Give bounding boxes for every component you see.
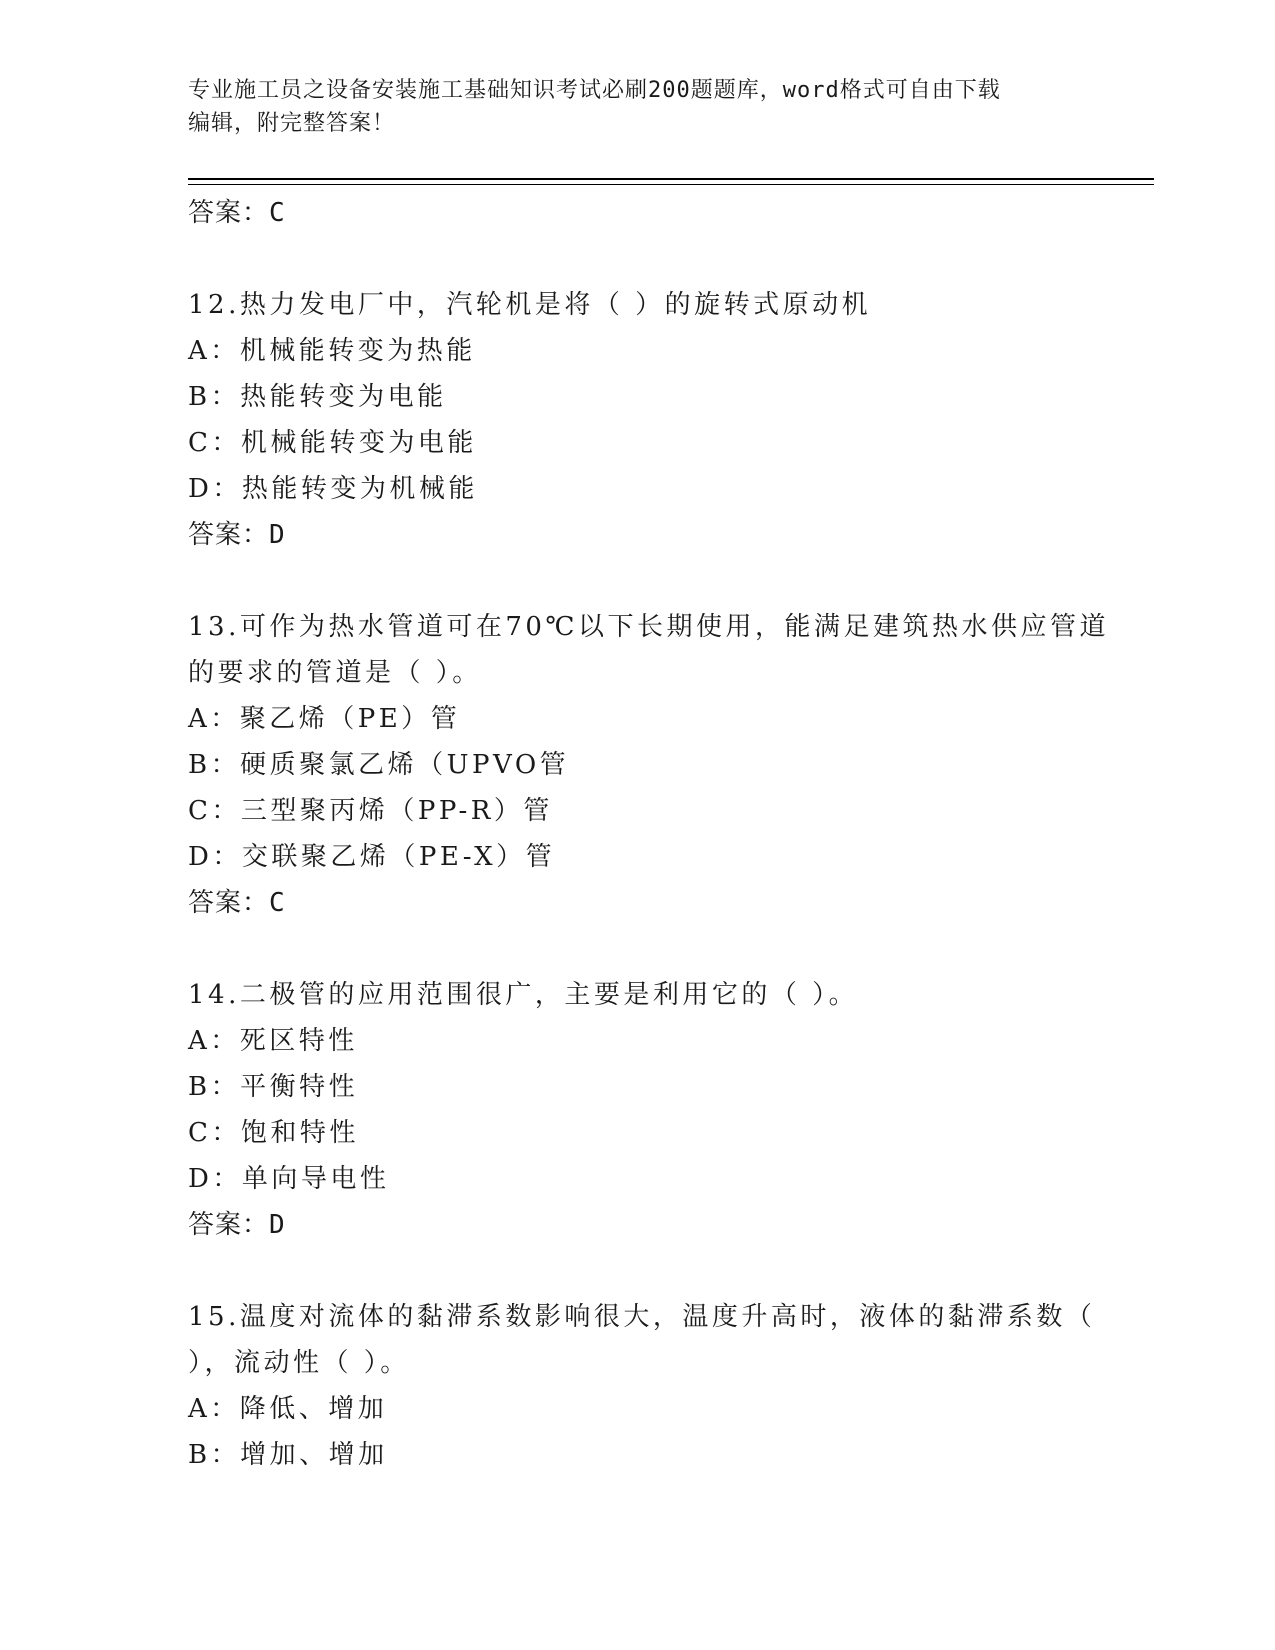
- header-divider-thin: [188, 184, 1154, 185]
- question-block: [188, 282, 1088, 558]
- question-block: [188, 604, 1110, 926]
- spacer: [188, 1248, 1088, 1294]
- question-text-continued: 的要求的管道是（ ）。: [188, 658, 482, 688]
- option-d: D：交联聚乙烯（PE-X）管: [188, 842, 556, 872]
- answer-line: 答案：C: [188, 198, 286, 228]
- question-text-continued: ），流动性（ ）。: [188, 1348, 410, 1378]
- spacer: [188, 926, 1088, 972]
- question-text: 12.热力发电厂中，汽轮机是将（ ）的旋转式原动机: [188, 290, 872, 320]
- option-b: B：平衡特性: [188, 1072, 359, 1102]
- answer-line: 答案：D: [188, 1210, 286, 1240]
- option-b: B：增加、增加: [188, 1440, 388, 1470]
- answer-line: 答案：C: [188, 888, 286, 918]
- option-a: A：聚乙烯（PE）管: [188, 704, 461, 734]
- document-body: [188, 190, 1110, 1478]
- option-a: A：机械能转变为热能: [188, 336, 476, 366]
- question-block: [188, 1294, 1096, 1478]
- spacer: [188, 236, 1088, 282]
- header-line-1: 专业施工员之设备安装施工基础知识考试必刷200题题库，word格式可自由下载: [188, 78, 1001, 103]
- question-text: 15.温度对流体的黏滞系数影响很大，温度升高时，液体的黏滞系数（: [188, 1302, 1096, 1332]
- option-b: B：硬质聚氯乙烯（UPVO管: [188, 750, 570, 780]
- option-a: A：降低、增加: [188, 1394, 388, 1424]
- header-line-2: 编辑，附完整答案！: [188, 111, 396, 136]
- option-d: D：热能转变为机械能: [188, 474, 478, 504]
- option-d: D：单向导电性: [188, 1164, 390, 1194]
- question-text: 14.二极管的应用范围很广，主要是利用它的（ ）。: [188, 980, 859, 1010]
- option-a: A：死区特性: [188, 1026, 358, 1056]
- option-c: C：饱和特性: [188, 1118, 359, 1148]
- option-c: C：三型聚丙烯（PP-R）管: [188, 796, 553, 826]
- document-header: [188, 74, 1088, 140]
- header-divider-thick: [188, 178, 1154, 180]
- answer-line: 答案：D: [188, 520, 286, 550]
- question-block: [188, 972, 1088, 1248]
- option-c: C：机械能转变为电能: [188, 428, 477, 458]
- question-text: 13.可作为热水管道可在70℃以下长期使用，能满足建筑热水供应管道: [188, 612, 1110, 642]
- spacer: [188, 558, 1088, 604]
- option-b: B：热能转变为电能: [188, 382, 447, 412]
